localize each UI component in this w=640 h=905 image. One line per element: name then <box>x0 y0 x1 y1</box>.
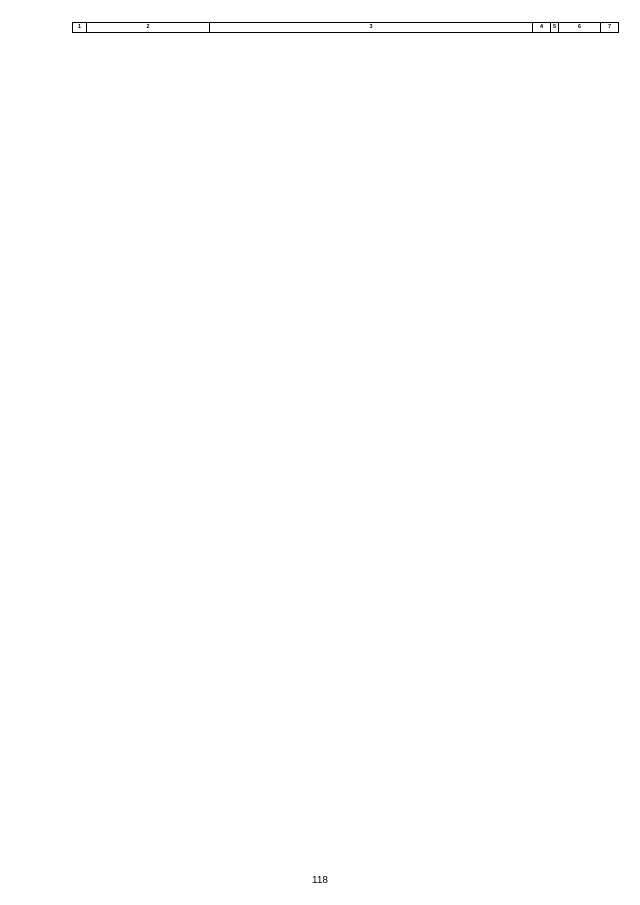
page-number: 118 <box>312 875 328 886</box>
header-col-1: 1 <box>73 23 87 33</box>
header-col-5: 5 <box>551 23 559 33</box>
table-header-row <box>73 23 619 33</box>
header-col-6: 6 <box>559 23 601 33</box>
header-col-3: 3 <box>210 23 533 33</box>
header-col-2: 2 <box>87 23 210 33</box>
header-col-7: 7 <box>601 23 619 33</box>
header-col-4: 4 <box>533 23 551 33</box>
capital-repair-table <box>72 22 619 33</box>
